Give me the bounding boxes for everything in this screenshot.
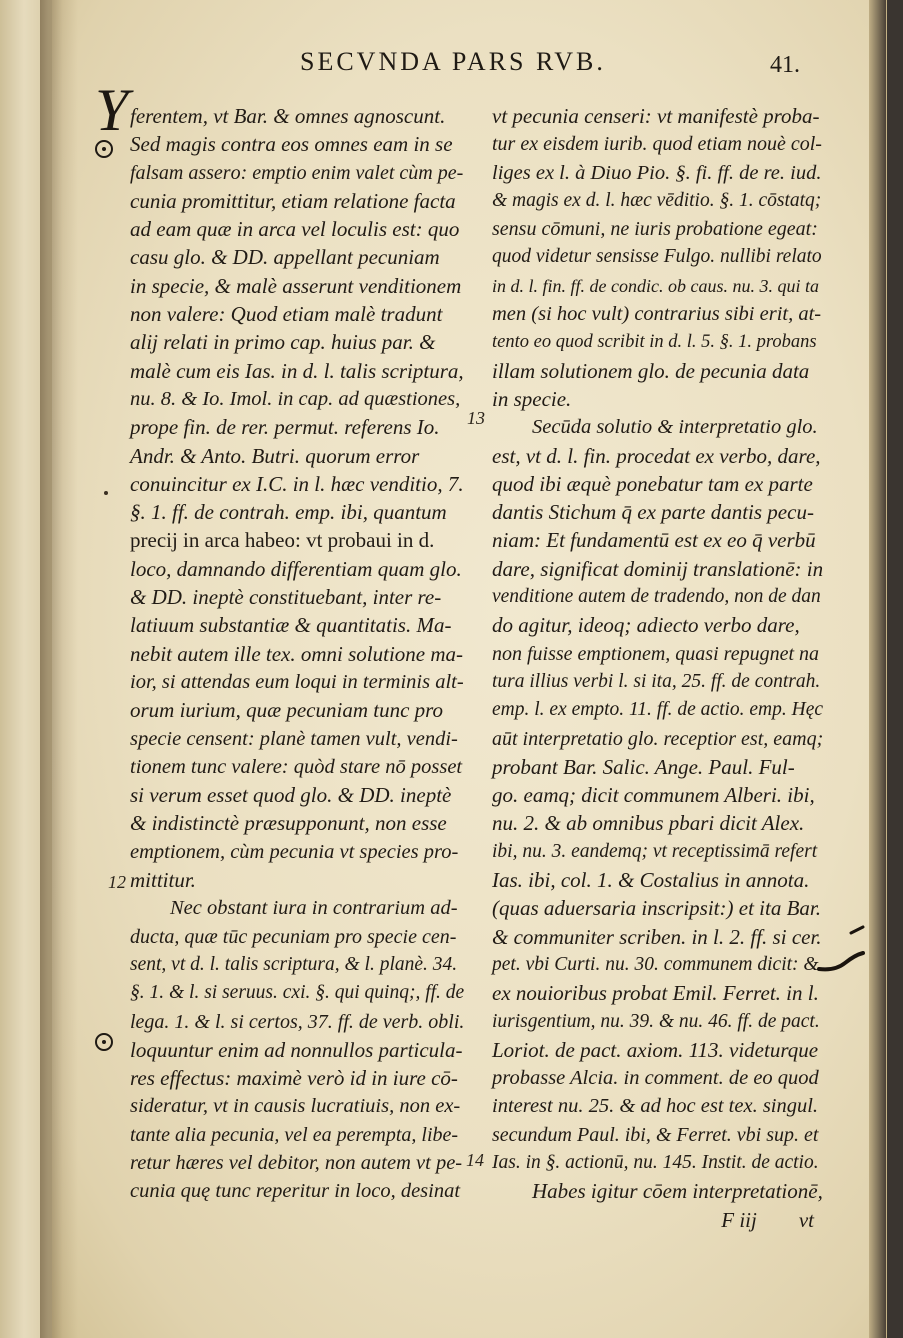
text-line: & communiter scriben. in l. 2. ff. si cer. bbox=[492, 924, 822, 949]
text-line: ex nouioribus probat Emil. Ferret. in l. bbox=[492, 981, 819, 1006]
text-line: tento eo quod scribit in d. l. 5. §. 1. probans bbox=[492, 332, 817, 353]
text-line: est, vt d. l. fin. procedat ex verbo, dare, bbox=[492, 443, 821, 468]
left-text-column bbox=[130, 102, 464, 1206]
text-line: interest nu. 25. & ad hoc est tex. singul. bbox=[492, 1095, 819, 1118]
text-line: ferentem, vt Bar. & omnes agnoscunt. bbox=[130, 104, 446, 128]
text-line: §. 1. ff. de contrah. emp. ibi, quantum bbox=[130, 500, 447, 525]
text-line: pet. vbi Curti. nu. 30. communem dicit: & bbox=[492, 953, 819, 975]
text-line: si verum esset quod glo. & DD. ineptè bbox=[130, 783, 452, 808]
text-line: dare, significat dominij translationē: in bbox=[492, 556, 824, 581]
text-line: prope fin. de rer. permut. referens Io. bbox=[130, 415, 440, 440]
text-line: tura illius verbi l. si ita, 25. ff. de contrah. bbox=[492, 670, 821, 692]
text-line: ior, si attendas eum loqui in terminis alt- bbox=[130, 670, 464, 693]
decorated-initial: Y bbox=[95, 77, 129, 143]
text-line: illam solutionem glo. de pecunia data bbox=[492, 358, 810, 383]
text-line: quod ibi æquè ponebatur tam ex parte bbox=[492, 471, 813, 496]
text-line: tante alia pecunia, vel ea perempta, libe- bbox=[130, 1123, 459, 1146]
text-line: latiuum substantiæ & quantitatis. Ma- bbox=[130, 613, 452, 638]
text-line: men (si hoc vult) contrarius sibi erit, at- bbox=[492, 303, 822, 326]
text-line: (quas aduersaria inscripsit:) et ita Bar. bbox=[492, 896, 821, 921]
text-line: ibi, nu. 3. eandemq; vt receptissimā refert bbox=[492, 840, 818, 862]
text-line: orum iurium, quæ pecuniam tunc pro bbox=[130, 698, 444, 723]
text-line: iurisgentium, nu. 39. & nu. 46. ff. de pact. bbox=[492, 1010, 820, 1032]
page-fore-edge bbox=[869, 0, 886, 1338]
text-line: non fuisse emptionem, quasi repugnet na bbox=[492, 642, 820, 665]
text-line: retur hæres vel debitor, non autem vt pe- bbox=[130, 1151, 463, 1174]
text-line: loco, damnando differentiam quam glo. bbox=[130, 556, 462, 581]
text-line: nebit autem ille tex. omni solutione ma- bbox=[130, 641, 464, 666]
text-line: in specie. bbox=[492, 386, 572, 411]
marginal-dot bbox=[104, 491, 108, 495]
text-line: dantis Stichum q̄ ex parte dantis pecu- bbox=[492, 500, 814, 525]
text-line: Habes igitur cōem interpretationē, bbox=[532, 1179, 823, 1204]
text-line: emp. l. ex empto. 11. ff. de actio. emp. Hęc bbox=[492, 699, 824, 721]
text-line: niam: Et fundamentū est ex eo q̄ verbū bbox=[492, 528, 816, 553]
section-number-14: 14 bbox=[466, 1150, 484, 1170]
text-line: lega. 1. & l. si certos, 37. ff. de verb. obli. bbox=[130, 1010, 465, 1033]
text-line: precij in arca habeo: vt probaui in d. bbox=[130, 528, 435, 553]
text-line: non valere: Quod etiam malè tradunt bbox=[130, 302, 443, 327]
text-line: & indistinctè præsupponunt, non esse bbox=[130, 811, 447, 836]
signature-mark: F iij bbox=[721, 1207, 757, 1232]
text-line: tur ex eisdem iurib. quod etiam nouè col- bbox=[492, 133, 822, 156]
text-line: sent, vt d. l. talis scriptura, & l. planè. 34. bbox=[130, 953, 458, 975]
text-line: mittitur. bbox=[130, 868, 196, 893]
text-line: aūt interpretatio glo. receptior est, eamq; bbox=[492, 727, 824, 750]
text-line: alij relati in primo cap. huius par. & bbox=[130, 330, 436, 355]
text-line: do agitur, ideoq; adiecto verbo dare, bbox=[492, 613, 800, 638]
text-line: nu. 2. & ab omnibus pbari dicit Alex. bbox=[492, 811, 805, 836]
text-line: sideratur, vt in causis lucratiuis, non ex- bbox=[130, 1095, 461, 1118]
text-line: Secūda solutio & interpretatio glo. bbox=[532, 416, 818, 439]
text-line: go. eamq; dicit communem Alberi. ibi, bbox=[492, 783, 815, 808]
text-line: secundum Paul. ibi, & Ferret. vbi sup. et bbox=[492, 1123, 819, 1146]
running-head: SECVNDA PARS RVB. bbox=[300, 47, 606, 76]
text-line: probant Bar. Salic. Ange. Paul. Ful- bbox=[492, 754, 795, 779]
text-line: emptionem, cùm pecunia vt species pro- bbox=[130, 840, 459, 863]
text-line: ad eam quæ in arca vel loculis est: quo bbox=[130, 217, 460, 242]
folio-number: 41. bbox=[770, 52, 800, 78]
text-line: probasse Alcia. in comment. de eo quod bbox=[492, 1067, 819, 1090]
signature-line bbox=[492, 1206, 824, 1234]
text-line: quod videtur sensisse Fulgo. nullibi relato bbox=[492, 246, 822, 268]
text-line: malè cum eis Ias. in d. l. talis scriptura, bbox=[130, 358, 464, 383]
text-line: Nec obstant iura in contrarium ad- bbox=[170, 897, 458, 920]
text-line: & DD. ineptè constituebant, inter re- bbox=[130, 585, 442, 610]
text-line: liges ex l. à Diuo Pio. §. fi. ff. de re. iud. bbox=[492, 161, 822, 184]
text-line: loquuntur enim ad nonnullos particula- bbox=[130, 1037, 463, 1062]
text-line: falsam asserо: emptio enim valet cùm pe- bbox=[130, 161, 464, 184]
text-line: tionem tunc valere: quòd stare nō posset bbox=[130, 755, 463, 778]
text-line: conuincitur ex I.C. in l. hæc venditio, 7. bbox=[130, 471, 464, 496]
text-line: specie censent: planè tamen vult, vendi- bbox=[130, 727, 458, 750]
text-line: res effectus: maximè verò id in iure cō- bbox=[130, 1066, 458, 1091]
text-line: Ias. ibi, col. 1. & Costalius in annota. bbox=[492, 868, 810, 893]
text-line: sensu cōmuni, ne iuris probatione egeat: bbox=[492, 218, 818, 241]
marginal-circle-icon bbox=[95, 140, 113, 158]
text-line: in specie, & malè asserunt venditionem bbox=[130, 273, 462, 298]
text-line: §. 1. & l. si seruus. cxi. §. qui quinq;, ff. de bbox=[130, 982, 465, 1004]
section-number-12: 12 bbox=[108, 872, 126, 892]
right-text-column bbox=[492, 102, 824, 1234]
text-line: Loriot. de pact. axiom. 113. videturque bbox=[492, 1037, 819, 1062]
text-line: & magis ex d. l. hæc vēditio. §. 1. cōstatq; bbox=[492, 189, 822, 211]
text-line: venditione autem de tradendo, non de dan bbox=[492, 586, 821, 608]
section-number-13: 13 bbox=[467, 408, 485, 428]
text-line: nu. 8. & Io. Imol. in cap. ad quæstiones, bbox=[130, 387, 461, 410]
text-line: Andr. & Anto. Butri. quorum error bbox=[130, 443, 420, 468]
text-line: in d. l. fin. ff. de condic. ob caus. nu. 3. qui ta bbox=[492, 275, 819, 296]
text-line: Ias. in §. actionū, nu. 145. Instit. de actio. bbox=[492, 1151, 819, 1173]
text-line: ducta, quæ tūc pecuniam pro specie cen- bbox=[130, 925, 457, 948]
text-line: vt pecunia censeri: vt manifestè proba- bbox=[492, 104, 820, 128]
text-line: casu glo. & DD. appellant pecuniam bbox=[130, 245, 440, 270]
text-line: cunia quę tunc reperitur in loco, desinat bbox=[130, 1180, 461, 1203]
text-line: Sed magis contra eos omnes eam in se bbox=[130, 132, 453, 157]
binding-gutter bbox=[40, 0, 78, 1338]
text-line: cunia promittitur, etiam relatione facta bbox=[130, 188, 456, 213]
catchword: vt bbox=[798, 1207, 814, 1232]
marginal-circle-icon bbox=[95, 1033, 113, 1051]
